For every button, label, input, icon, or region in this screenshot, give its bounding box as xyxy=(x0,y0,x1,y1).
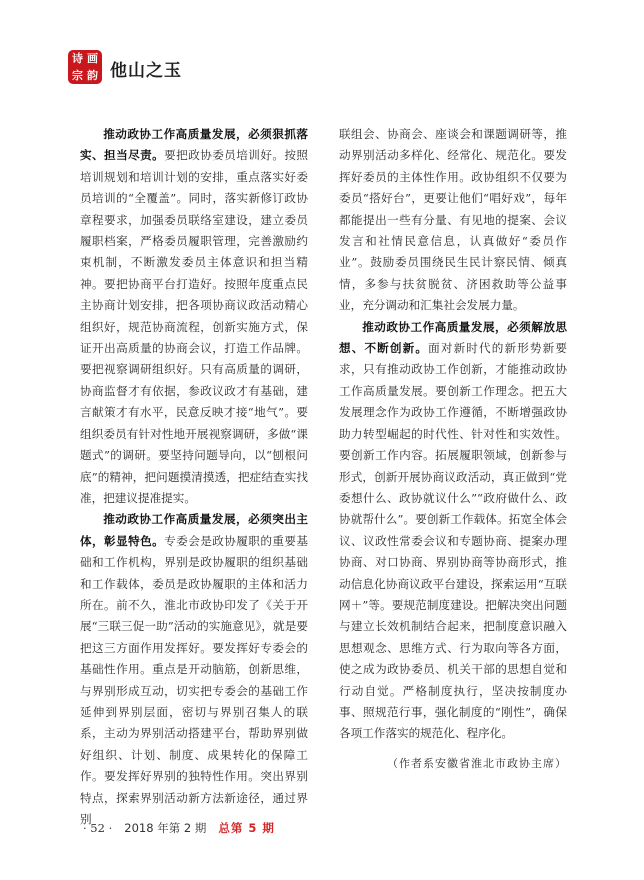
article-paragraph xyxy=(339,317,567,745)
page-number: · 52 · xyxy=(83,821,113,835)
article-paragraph-continued xyxy=(339,124,567,317)
issue-label: 2018 年第 2 期 xyxy=(124,821,207,835)
article-column-left xyxy=(80,124,308,830)
article-paragraph xyxy=(80,124,308,509)
logo-char: 宗 xyxy=(72,69,83,82)
logo-char: 诗 xyxy=(72,52,83,65)
paragraph-body: 联组会、协商会、座谈会和课题调研等，推动界别活动多样化、经常化、规范化。要发挥好委员的主体性作用。政协组织不仅要为委员“搭好台”，更要让他们“唱好戏”，每年都能提出一些有分量、有见地的提案、会议发言和社情民意信息，认真做好“委员作业”。鼓励委员围绕民生民计察民情、倾真情，多参与扶贫脱贫、济困救助等公益事业，充分调动和汇集社会发展力量。 xyxy=(339,127,567,313)
paragraph-lead: 推动政协工作高质量发展，必须突出主体，彰显特色。 xyxy=(80,512,308,548)
paragraph-body: 专委会是政协履职的重要基础和工作机构，界别是政协履职的组织基础和工作载体，委员是政协履职的主体和活力所在。前不久，淮北市政协印发了《关于开展“三联三促一助”活动的实施意见》，就是要把这三方面作用发挥好。要发挥好专委会的基础性作用。重点是开动脑筋，创新思维，与界别形成互动，切实把专委会的基础工作延伸到界别层面，密切与界别召集人的联系，主动为界别活动搭建平台，帮助界别做好组织、计划、制度、成果转化的保障工作。要发挥好界别的独特性作用。突出界别特点，探索界别活动新方法新途径，通过界别 xyxy=(80,533,308,826)
paragraph-lead: 推动政协工作高质量发展，必须狠抓落实、担当尽责。 xyxy=(80,127,308,163)
page-header xyxy=(68,48,588,88)
paragraph-body: 面对新时代的新形势新要求，只有推动政协工作创新，才能推动政协工作高质量发展。要创新工作理念。把五大发展理念作为政协工作遵循，不断增强政协助力转型崛起的时代性、针对性和实效性。要创新工作内容。拓展履职领域，创新参与形式，创新开展协商议政活动，真正做到“党委想什么、政协就议什么”“政府做什么、政协就帮什么”。要创新工作载体。拓宽全体会议、议政性常委会议和专题协商、提案办理协商、对口协商、界别协商等协商形式，推动信息化协商议政平台建设，探索运用“互联网＋”等。要规范制度建设。把解决突出问题与建立长效机制结合起来，把制度意识融入思想观念、思维方式、行为取向等各方面，使之成为政协委员、机关干部的思想自觉和行动自觉。严格制度执行，坚决按制度办事、照规范行事，强化制度的“刚性”，确保各项工作落实的规范化、程序化。 xyxy=(339,341,567,741)
paragraph-body: 要把政协委员培训好。按照培训规划和培训计划的安排，重点落实好委员培训的“全覆盖”。同时，落实新修订政协章程要求，加强委员联络室建设，建立委员履职档案，严格委员履职管理，完善激励约束机制，不断激发委员主体意识和担当精神。要把协商平台打造好。按照年度重点民主协商计划安排，把各项协商议政活动精心组织好，规范协商流程，创新实施方式，保证开出高质量的协商会议，打造工作品牌。要把视察调研组织好。只有高质量的调研，协商监督才有依据，参政议政才有基础，建言献策才有水平，民意反映才接“地气”。要组织委员有针对性地开展视察调研，多做“课题式”的调研。要坚持问题导向，以“刨根问底”的精神，把问题摸清摸透，把症结查实找准，把建议提准提实。 xyxy=(80,148,308,505)
column-name: 他山之玉 xyxy=(110,61,182,81)
magazine-logo-seal xyxy=(68,50,102,84)
paragraph-lead: 推动政协工作高质量发展，必须解放思想、不断创新。 xyxy=(339,319,567,356)
article-column-right xyxy=(339,124,567,774)
page-footer xyxy=(83,820,275,836)
article-paragraph xyxy=(80,509,308,830)
total-issue-label: 总第 5 期 xyxy=(218,821,275,835)
author-note: （作者系安徽省淮北市政协主席） xyxy=(387,756,567,770)
logo-char: 画 xyxy=(87,52,98,65)
logo-char: 韵 xyxy=(87,69,98,82)
